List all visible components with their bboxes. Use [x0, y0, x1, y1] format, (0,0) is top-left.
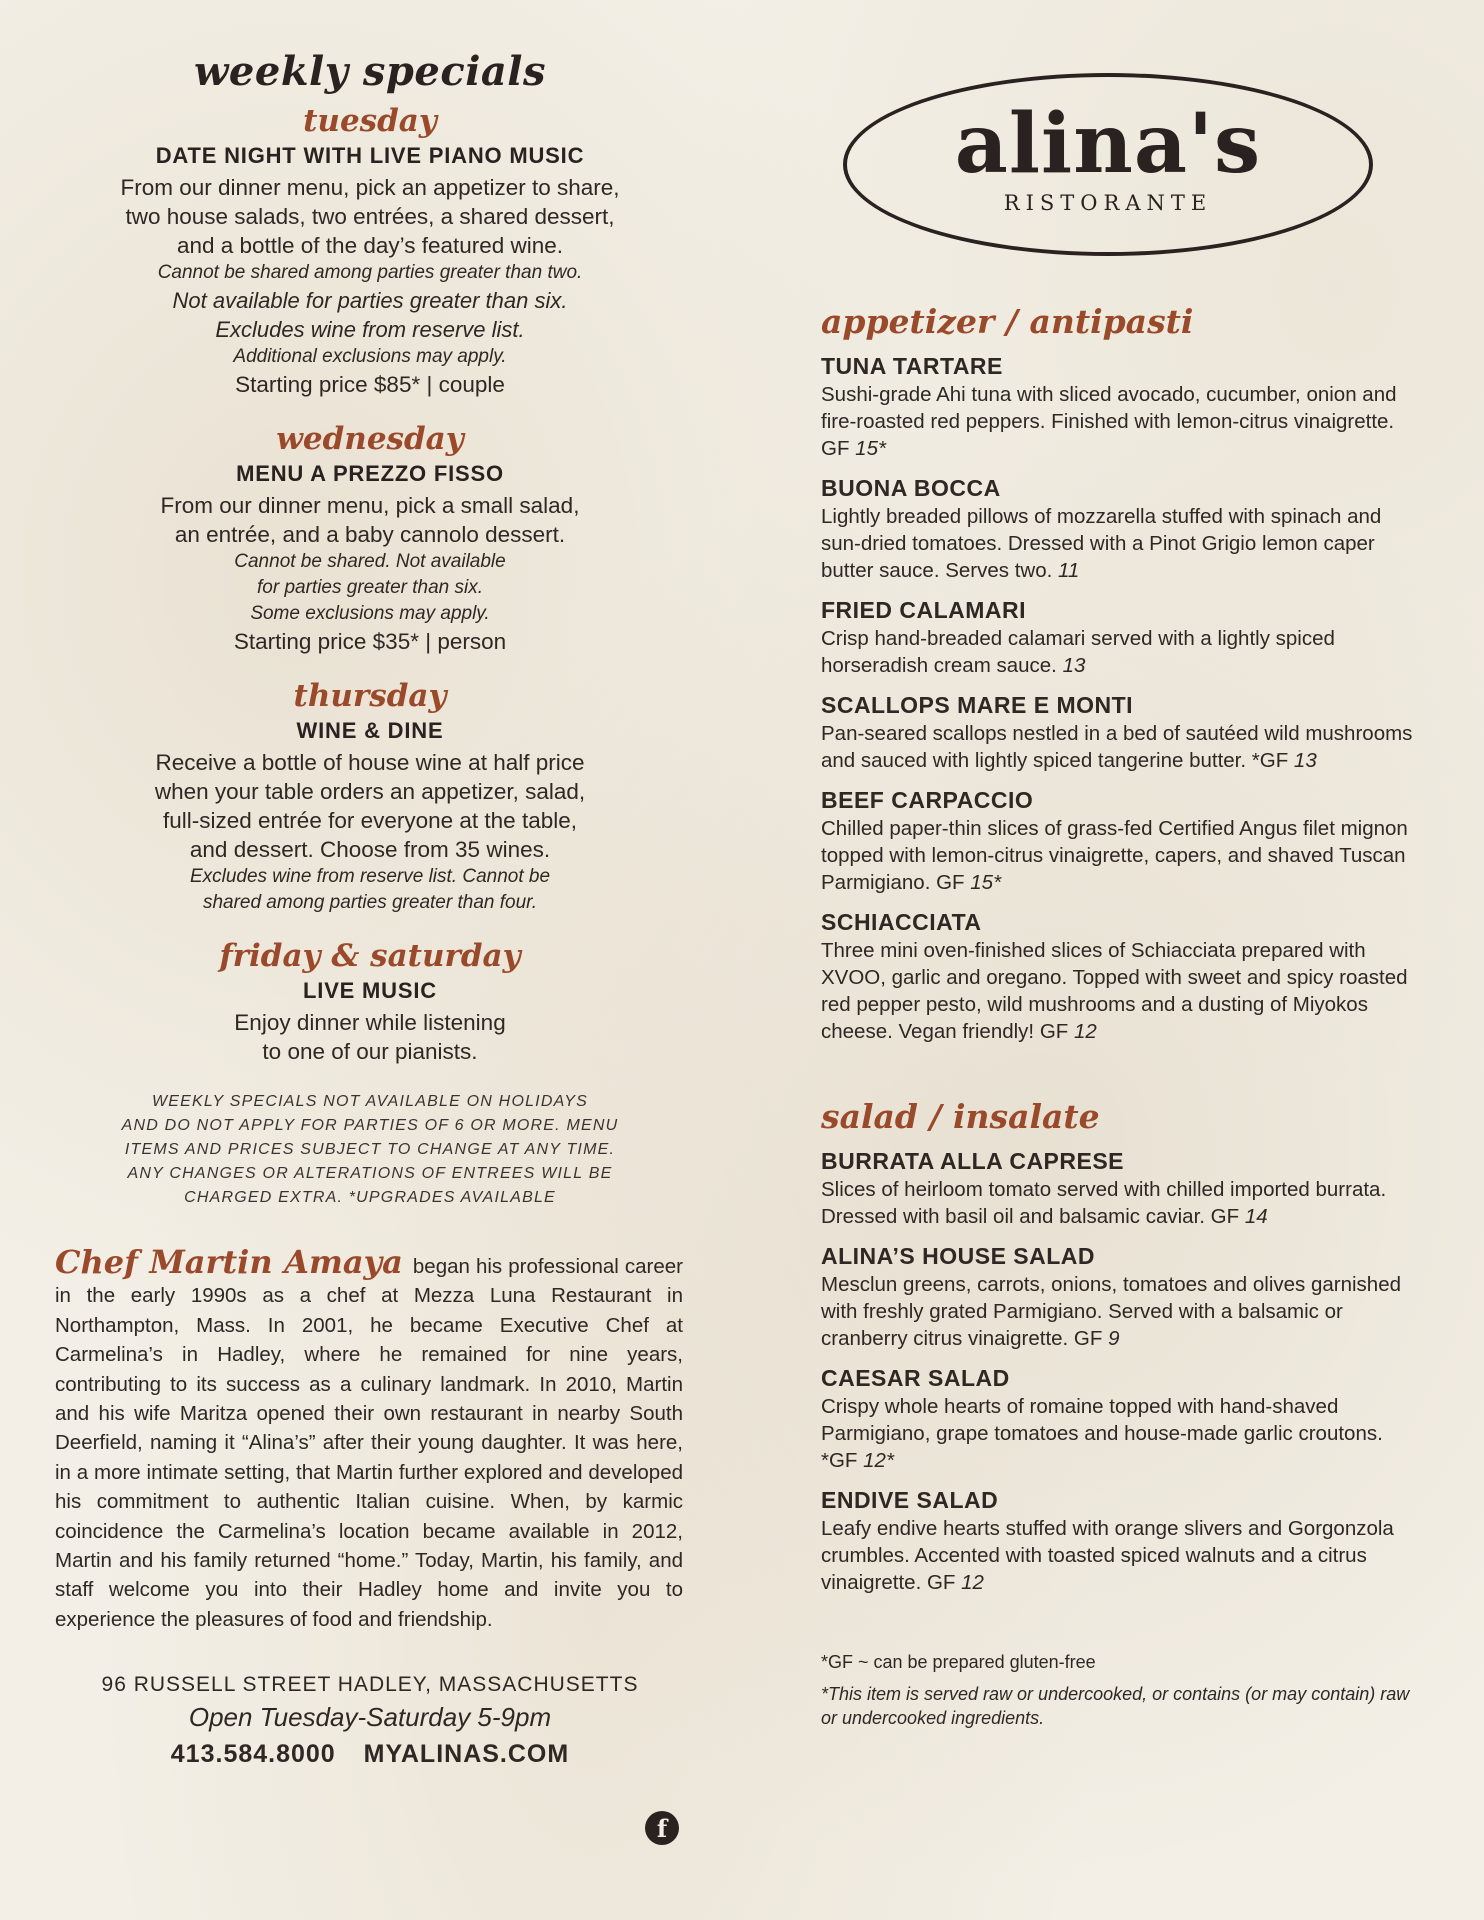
friday-saturday-subtitle: LIVE MUSIC: [303, 978, 437, 1003]
menu-item-price: 15*: [970, 871, 1002, 894]
menu-item-desc: Sushi-grade Ahi tuna with sliced avocado, cucumber, onion and fire-roasted red peppers. Finished with lemon-citrus vinaigrette. GF 15*: [821, 383, 1397, 460]
menu-item-desc: Pan-seared scallops nestled in a bed of sautéed wild mushrooms and sauced with lightly spiced tangerine butter. *GF 13: [821, 722, 1413, 772]
menu-item-desc: Lightly breaded pillows of mozzarella stuffed with spinach and sun-dried tomatoes. Dressed with a Pinot Grigio lemon caper butter sauce. Serves two. 11: [821, 505, 1382, 582]
menu-item: [821, 691, 1421, 774]
menu-item-price: 14: [1244, 1205, 1268, 1228]
footer: [55, 1670, 685, 1774]
gluten-free-note: *GF ~ can be prepared gluten-free: [821, 1652, 1096, 1672]
salad-section: [821, 1095, 1421, 1596]
menu-item-price: 11: [1058, 559, 1080, 582]
friday-saturday-line: Enjoy dinner while listening: [234, 1010, 506, 1035]
disclaimer-line: ANY CHANGES OR ALTERATIONS OF ENTREES WILL BE: [127, 1165, 613, 1182]
tuesday-heading: tuesday: [303, 103, 437, 139]
menu-item-price: 12: [1073, 1020, 1097, 1043]
tuesday-subtitle: DATE NIGHT WITH LIVE PIANO MUSIC: [155, 143, 585, 168]
menu-item-name: FRIED CALAMARI: [821, 597, 1027, 623]
thursday-note: Excludes wine from reserve list. Cannot be: [189, 866, 551, 887]
logo-subtitle: RISTORANTE: [1003, 191, 1213, 215]
phone-number[interactable]: 413.584.8000: [170, 1740, 336, 1769]
chef-bio-text: began his professional career in the early 1990s as a chef at Mezza Luna Restaurant in Northampton, Mass. In 2001, he became Executive Chef at Carmelina’s in Hadley, where he remained for nine years, contributing to its success as a culinary landmark. In 2010, Martin and his wife Maritza opened their own restaurant in nearby South Deerfield, naming it “Alina’s” after their young daughter. It was here, in a more intimate setting, that Martin further explored and developed his commitment to authentic Italian cuisine. When, by karmic coincidence the Carmelina’s location became available in 2012, Martin and his family returned “home.” Today, Martin, his family, and staff welcome you into their Hadley home and invite you to experience the pleasures of food and friendship.: [55, 1255, 683, 1631]
disclaimer-line: AND DO NOT APPLY FOR PARTIES OF 6 OR MORE. MENU: [121, 1117, 619, 1134]
menu-item-desc: Leafy endive hearts stuffed with orange slivers and Gorgonzola crumbles. Accented with toasted spiced walnuts and a citrus vinaigrette. GF 12: [821, 1517, 1394, 1594]
menu-item-name: SCALLOPS MARE E MONTI: [821, 692, 1134, 718]
friday-saturday-line: to one of our pianists.: [262, 1039, 478, 1064]
website-link[interactable]: MYALINAS.COM: [363, 1740, 570, 1769]
appetizer-section: [821, 300, 1421, 1045]
tuesday-note: Cannot be shared among parties greater than two.: [157, 262, 583, 283]
menu-item: [821, 1242, 1421, 1352]
tuesday-price: Starting price $85* | couple: [235, 372, 505, 397]
thursday-line: full-sized entrée for everyone at the table,: [163, 808, 577, 833]
menu-item-price: 13: [1293, 749, 1317, 772]
tuesday-note: Not available for parties greater than six.: [172, 288, 568, 313]
menu-item-desc: Mesclun greens, carrots, onions, tomatoes and olives garnished with freshly grated Parmigiano. Served with a balsamic or cranberry citrus vinaigrette. GF 9: [821, 1273, 1402, 1350]
menu-item: [821, 1486, 1421, 1596]
wednesday-note: Cannot be shared. Not available: [234, 551, 506, 572]
wednesday-price: Starting price $35* | person: [233, 629, 507, 654]
thursday-subtitle: WINE & DINE: [296, 718, 444, 743]
raw-food-note: *This item is served raw or undercooked, or contains (or may contain) raw or undercooked ingredients.: [821, 1684, 1410, 1728]
menu-item-desc: Slices of heirloom tomato served with chilled imported burrata. Dressed with basil oil and balsamic caviar. GF 14: [821, 1178, 1387, 1228]
menu-item-desc: Chilled paper-thin slices of grass-fed Certified Angus filet mignon topped with lemon-citrus vinaigrette, capers, and shaved Tuscan Parmigiano. GF 15*: [821, 817, 1408, 894]
menu-item-name: BURRATA ALLA CAPRESE: [821, 1148, 1125, 1174]
appetizer-heading: appetizer / antipasti: [821, 302, 1194, 341]
hours: Open Tuesday-Saturday 5-9pm: [188, 1702, 552, 1733]
tuesday-special: [55, 101, 685, 399]
facebook-icon[interactable]: f: [645, 1811, 679, 1845]
wednesday-heading: wednesday: [276, 421, 464, 457]
menu-item-name: SCHIACCIATA: [821, 909, 982, 935]
logo-name: alina's: [954, 96, 1262, 192]
thursday-heading: thursday: [293, 678, 447, 714]
specials-disclaimer: [55, 1090, 685, 1210]
salad-heading: salad / insalate: [821, 1097, 1100, 1136]
menu-item-name: ALINA’S HOUSE SALAD: [821, 1243, 1096, 1269]
thursday-line: when your table orders an appetizer, salad,: [154, 779, 586, 804]
friday-saturday-heading: friday & saturday: [219, 938, 521, 974]
chef-name: Chef Martin Amaya: [55, 1243, 403, 1281]
wednesday-line: From our dinner menu, pick a small salad,: [160, 493, 580, 518]
menu-item-name: BEEF CARPACCIO: [821, 787, 1034, 813]
menu-item-desc: Crisp hand-breaded calamari served with a lightly spiced horseradish cream sauce. 13: [821, 627, 1335, 677]
menu-item: [821, 1147, 1421, 1230]
thursday-note: shared among parties greater than four.: [202, 892, 538, 913]
thursday-special: [55, 676, 685, 916]
menu-column: [821, 300, 1421, 1730]
friday-saturday-special: [55, 936, 685, 1066]
menu-item-price: 12: [961, 1571, 984, 1594]
menu-item-name: ENDIVE SALAD: [821, 1487, 999, 1513]
chef-bio: [55, 1243, 683, 1634]
menu-item: [821, 352, 1421, 462]
wednesday-note: Some exclusions may apply.: [250, 603, 490, 624]
disclaimer-line: WEEKLY SPECIALS NOT AVAILABLE ON HOLIDAYS: [151, 1093, 589, 1110]
wednesday-line: an entrée, and a baby cannolo dessert.: [174, 522, 566, 547]
menu-item: [821, 1364, 1421, 1474]
menu-item-desc: Three mini oven-finished slices of Schiacciata prepared with XVOO, garlic and oregano. Topped with sweet and spicy roasted red pepper pesto, wild mushrooms and a dusting of Miyokos cheese. Vegan friendly! GF 12: [821, 939, 1408, 1043]
menu-item-price: 13: [1062, 654, 1086, 677]
thursday-line: Receive a bottle of house wine at half price: [155, 750, 585, 775]
restaurant-logo: [843, 73, 1373, 256]
menu-item: [821, 786, 1421, 896]
thursday-line: and dessert. Choose from 35 wines.: [189, 837, 551, 862]
menu-item: [821, 908, 1421, 1045]
menu-item-desc: Crispy whole hearts of romaine topped with hand-shaved Parmigiano, grape tomatoes and house-made garlic croutons. *GF 12*: [821, 1395, 1383, 1472]
weekly-specials-title: weekly specials: [193, 48, 547, 95]
tuesday-note: Additional exclusions may apply.: [233, 346, 507, 367]
menu-item-price: 15*: [855, 437, 886, 460]
menu-item-price: 9: [1108, 1327, 1120, 1350]
tuesday-line: From our dinner menu, pick an appetizer to share,: [120, 175, 620, 200]
wednesday-note: for parties greater than six.: [257, 577, 483, 598]
menu-item-price: 12*: [863, 1449, 894, 1472]
disclaimer-line: ITEMS AND PRICES SUBJECT TO CHANGE AT ANY TIME.: [124, 1141, 616, 1158]
tuesday-line: and a bottle of the day’s featured wine.: [176, 233, 564, 258]
contact-line: [55, 1734, 685, 1774]
menu-item-name: TUNA TARTARE: [821, 353, 1003, 379]
disclaimer-line: CHARGED EXTRA. *UPGRADES AVAILABLE: [184, 1189, 556, 1206]
menu-item-name: BUONA BOCCA: [821, 475, 1001, 501]
menu-item: [821, 596, 1421, 679]
menu-notes: [821, 1650, 1421, 1730]
menu-item-name: CAESAR SALAD: [821, 1365, 1010, 1391]
tuesday-line: two house salads, two entrées, a shared dessert,: [125, 204, 615, 229]
tuesday-note: Excludes wine from reserve list.: [215, 317, 525, 342]
wednesday-subtitle: MENU A PREZZO FISSO: [236, 461, 504, 486]
address: 96 RUSSELL STREET HADLEY, MASSACHUSETTS: [101, 1673, 639, 1697]
menu-item: [821, 474, 1421, 584]
wednesday-special: [55, 419, 685, 656]
weekly-specials-column: [55, 48, 685, 1774]
